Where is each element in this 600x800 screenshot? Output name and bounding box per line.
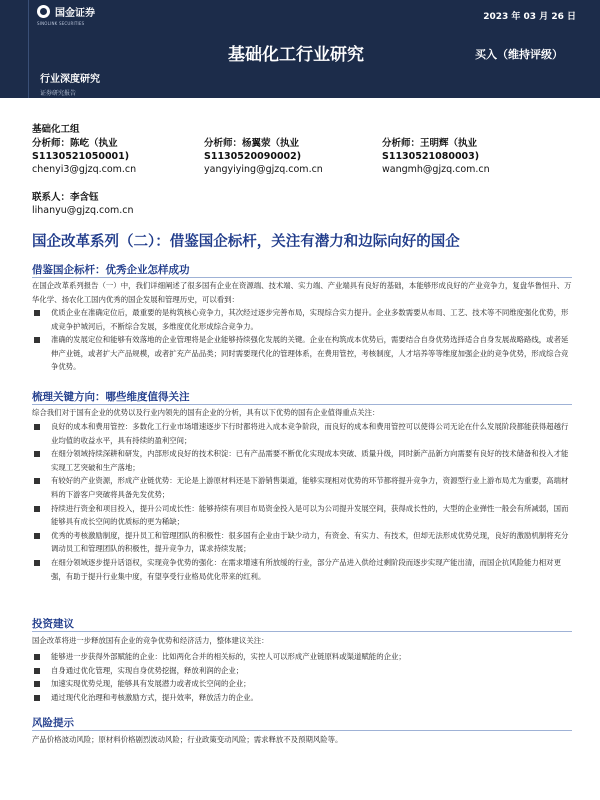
report-type: 行业深度研究 bbox=[40, 74, 100, 85]
report-title: 基础化工行业研究 bbox=[228, 45, 364, 65]
report-subtype: 证券研究报告 bbox=[40, 90, 77, 97]
list-item: 在细分领域逐步提升话语权，实现竞争优势的强化：在需求增速有所放缓的行业，部分产品进入供给过剩阶段而逐步实现产能出清，而国企抗风险能力相对更强，有助于提升行业集中度，有望享受行业格局优化带来的红利。 bbox=[32, 556, 574, 583]
section-title-risk: 风险提示 bbox=[32, 717, 74, 729]
list-item: 通过现代化治理和考核激励方式，提升效率，释放活力的企业。 bbox=[32, 691, 574, 705]
analyst-3 bbox=[382, 137, 490, 176]
list-item: 加速实现优势兑现，能够具有发展潜力或者成长空间的企业； bbox=[32, 677, 574, 691]
list-item: 优秀的考核激励制度，提升员工和管理团队的积极性：很多国有企业由于缺少动力，有资金、有实力、有技术，但却无法形成优势兑现，良好的激励机制将充分调动员工和管理团队的积极性，提升竞争力，谋求持续发展； bbox=[32, 529, 574, 556]
department-name: 基础化工组 bbox=[32, 124, 80, 135]
list-item: 优质企业在准确定位后，最重要的是构筑核心竞争力，其次经过逐步完善布局，实现综合实力提升。企业多数需要从布局、工艺、技术等不同维度强化优势，形成竞争护城河后，不断综合发展，多维度优化形成综合竞争力。 bbox=[32, 306, 574, 333]
analyst-email[interactable]: yangyiying@gjzq.com.cn bbox=[204, 164, 323, 175]
analyst-name: 分析师：陈屹（执业 bbox=[32, 138, 118, 149]
analyst-block bbox=[32, 123, 582, 175]
contact-email[interactable]: lihanyu@gjzq.com.cn bbox=[32, 205, 134, 216]
rating-badge: 买入（维持评级） bbox=[475, 48, 563, 61]
report-header bbox=[0, 0, 600, 98]
analyst-email[interactable]: chenyi3@gjzq.com.cn bbox=[32, 164, 137, 175]
list-item: 在细分领域持续深耕和研发，内部形成良好的技术积淀：已有产品需要不断优化实现成本突破、质量升级，同时新产品新方向需要有良好的技术储备和投入才能实现工艺突破和生产落地； bbox=[32, 447, 574, 474]
company-logo-text: 国金证券 bbox=[55, 8, 95, 19]
contact-name: 联系人：李含钰 bbox=[32, 192, 99, 203]
section-intro-investment: 国企改革将进一步释放国有企业的竞争优势和经济活力，整体建议关注： bbox=[32, 636, 269, 645]
report-date: 2023 年 03 月 26 日 bbox=[483, 12, 576, 22]
section-intro-directions: 综合我们对于国有企业的优势以及行业内领先的国有企业的分析，具有以下优势的国有企业值得重点关注： bbox=[32, 408, 380, 417]
analyst-id: S1130521080003) bbox=[382, 151, 480, 162]
analyst-email[interactable]: wangmh@gjzq.com.cn bbox=[382, 164, 490, 175]
bullet-list-investment bbox=[32, 650, 574, 704]
list-item: 有较好的产业资源，形成产业链优势：无论是上游原材料还是下游销售渠道，能够实现相对优势的环节都将提升竞争力，资源型行业上游布局尤为重要，高端材料的下游客户突破将具备先发优势； bbox=[32, 474, 574, 501]
analyst-1 bbox=[32, 137, 136, 176]
company-logo-icon bbox=[37, 5, 50, 18]
section-title-benchmark: 借鉴国企标杆：优秀企业怎样成功 bbox=[32, 264, 190, 276]
list-item: 能够进一步获得外部赋能的企业：比如两化合并的相关标的，实控人可以形成产业链原料或渠道赋能的企业； bbox=[32, 650, 574, 664]
list-item: 持续进行资金和项目投入，提升公司成长性：能够持续有项目布局资金投入是可以为公司提升发展空间，获得成长性的，大型的企业弹性一般会有所减弱，国而能够具有成长空间的优质标的更为稀缺； bbox=[32, 502, 574, 529]
list-item: 自身通过优化管理，实现自身优势挖掘，释放利润的企业； bbox=[32, 664, 574, 678]
section-title-investment: 投资建议 bbox=[32, 618, 74, 630]
analyst-id: S1130521050001) bbox=[32, 151, 130, 162]
analyst-2 bbox=[204, 137, 323, 176]
list-item: 良好的成本和费用管控：多数化工行业市场增速逐步下行时都将进入成本竞争阶段，而良好的成本和费用管控可以使得公司无论在什么发展阶段都能获得超越行业均值的收益水平，具有持续的盈利空间； bbox=[32, 420, 574, 447]
header-divider bbox=[28, 0, 29, 98]
analyst-name: 分析师：王明辉（执业 bbox=[382, 138, 478, 149]
contact-block bbox=[32, 191, 134, 217]
bullet-list-benchmark bbox=[32, 306, 574, 374]
analyst-id: S1130520090002) bbox=[204, 151, 302, 162]
list-item: 准确的发展定位和能够有效落地的企业管理将是企业能够持续强化发展的关键。企业在构筑成本优势后，需要结合自身优势选择适合自身发展战略路线，或者延伸产业链，或者扩大产品规模，或者扩充产品品类；同时需要现代化的管理体系，在费用管控，考核制度，人才培养等等维度加强企业的竞争优势，形成综合竞争优势。 bbox=[32, 333, 574, 374]
section-intro-risk: 产品价格波动风险；原材料价格剧烈波动风险；行业政策变动风险；需求释放不及预期风险等。 bbox=[32, 735, 343, 744]
analyst-name: 分析师：杨翼荥（执业 bbox=[204, 138, 300, 149]
section-intro-benchmark: 在国企改革系列报告（一）中，我们详细阐述了很多国有企业在资源端、技术端、实力端、产业端具有良好的基础，本能够形成良好的产业竞争力，复盘华鲁恒升、万华化学、扬农化工国内优秀的国企发展和管理历史，可以看到： bbox=[32, 281, 572, 304]
report-headline: 国企改革系列（二）：借鉴国企标杆，关注有潜力和边际向好的国企 bbox=[32, 234, 460, 250]
company-logo-subtext: SINOLINK SECURITIES bbox=[37, 21, 85, 26]
section-title-directions: 梳理关键方向：哪些维度值得关注 bbox=[32, 391, 190, 403]
bullet-list-directions bbox=[32, 420, 574, 583]
